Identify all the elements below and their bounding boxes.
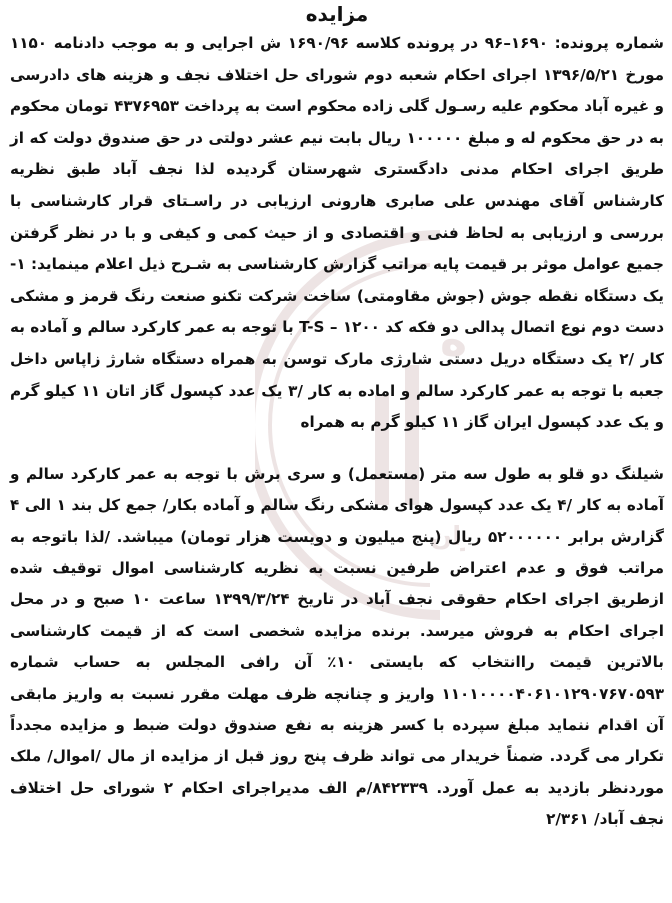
notice-paragraph-1: شماره پرونده: ۱۶۹۰–۹۶ در پرونده کلاسه ۱۶۹۰/۹۶ ش اجرایی و به موجب دادنامه ۱۱۵۰ مورخ ۱۳۹۶/۵/۲۱ اجرای احکام شعبه دوم شورای حل اختلاف نجف و هزینه های دادرسی و غیره آباد محکوم علیه رسـول گلی زاده محکوم است به پرداخت ۴۳۷۶۹۵۳ تومان محکوم به در حق محکوم له و مبلغ ۱۰۰۰۰۰ ریال بابت نیم عشر دولتی در حق صندوق دولت که از طریق اجرای احکام مدنی دادگستری شهرستان گردیده لذا نجف آباد طبق نظریه کارشناس آقای مهندس علی صابری هارونی ارزیابی در راسـتای قرار کارشناسی با بررسی و ارزیابی به لحاظ فنی و اقتصادی و از حیث کمی و کیفی و با در نظر گرفتن جمیع عوامل موثر بر قیمت پایه مراتب گزارش کارشناسی به شـرح ذیل اعلام مینماید: ۱- یک دستگاه نقطه جوش (جوش مقاومتی) ساخت شرکت تکنو صنعت رنگ قرمز و مشکی دست دوم نوع اتصال پدالی دو فکه کد ۱۲۰۰ – T-S با توجه به عمر کارکرد سالم و آماده به کار /۲ یک دستگاه دریل دستی شارژی مارک توسن به همراه دستگاه شارژ زاپاس داخل جعبه با توجه به عمر کارکرد سالم و اماده به کار /۳ یک عدد کپسول گاز اتان ۱۱ کیلو گرم و یک عدد کپسول ایران گاز ۱۱ کیلو گرم به همراه xyxy=(10,34,664,432)
watermark-brand: ه xyxy=(440,312,465,366)
notice-title: مزایده xyxy=(305,2,369,26)
notice-paragraph-2: شیلنگ دو قلو به طول سه متر (مستعمل) و سری برش با توجه به عمر کارکرد سالم و آماده به کار /۴ یک عدد کپسول هوای مشکی رنگ سالم و آماده بکار/ جمع کل بند ۱ الی ۴ گزارش برابر ۵۲۰۰۰۰۰۰ ریال (پنج میلیون و دویست هزار تومان) میباشد. /لذا باتوجه به مراتب فوق و عدم اعتراض طرفین نسبت به نظریه کارشناسی اموال توقیف شده ازطریق اجرای احکام حقوقی نجف آباد در تاریخ ۱۳۹۹/۳/۲۴ ساعت ۱۰ صبح و در محل اجرای احکام به فروش میرسد. برنده مزایده شخصی است که از قیمت کارشناسی بالاترین قیمت راانتخاب که بایستی ۱۰٪ آن رافی المجلس به حساب شماره ۱۱۰۱۰۰۰۰۴۰۶۱۰۱۲۹۰۷۶۷۰۵۹۳ واریز و چنانچه ظرف مهلت مقرر نسبت به واریز مابقی آن اقدام ننماید مبلغ سپرده با کسر هزینه به نفع صندوق دولت ضبط و مزایده مجدداً تکرار می گردد. ضمناً خریدار می تواند ظرف پنج روز قبل از مزایده از مال /اموال/ ملک موردنظر بازدید به عمل آورد. ۸۴۲۳۳۹/م الف مدیراجرای احکام ۲ شورای حل اختلاف نجف آباد/ ۲/۳۶۱ xyxy=(10,464,664,829)
watermark-subtitle: ان xyxy=(430,522,462,552)
